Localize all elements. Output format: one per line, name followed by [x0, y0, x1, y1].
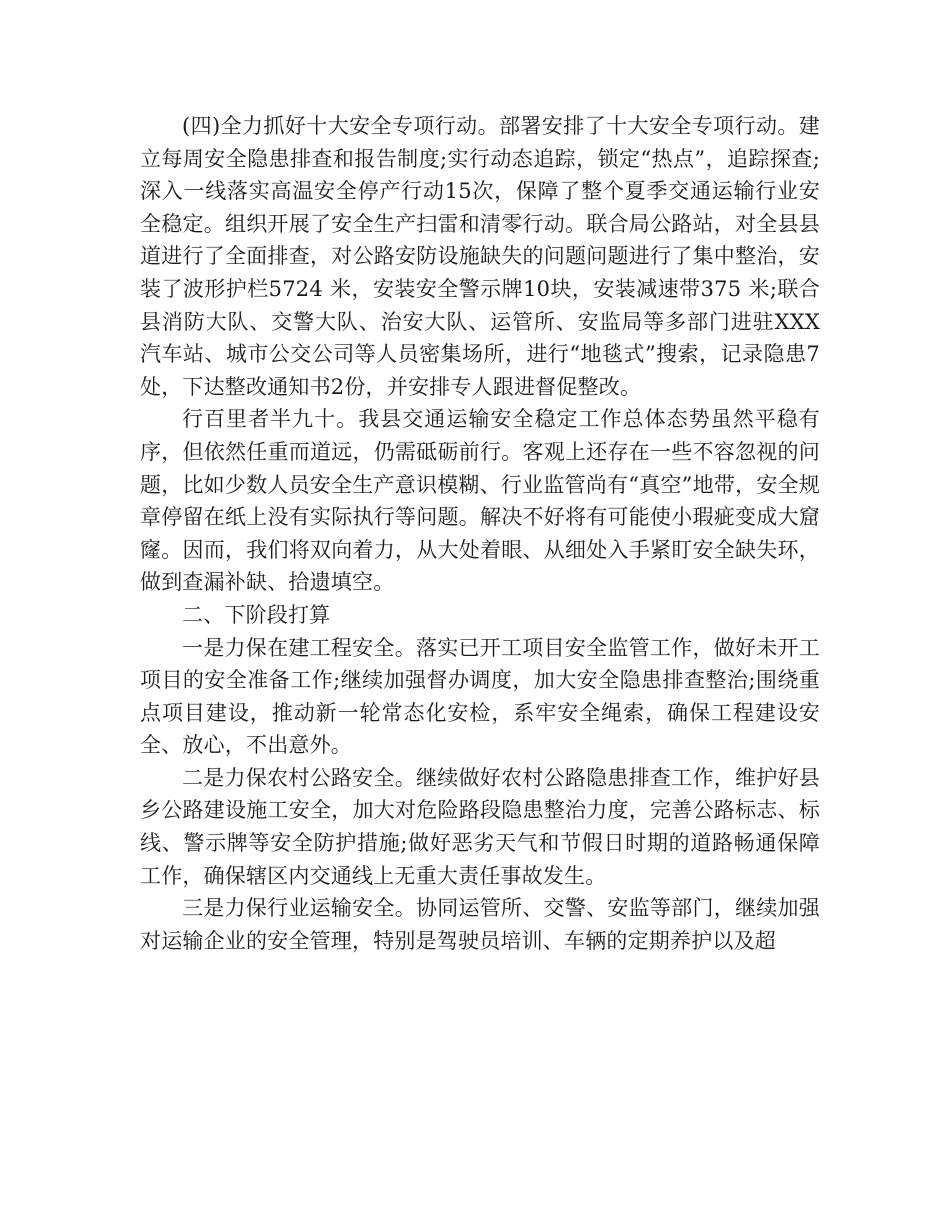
- paragraph-rural-road-safety: 二是力保农村公路安全。继续做好农村公路隐患排查工作，维护好县乡公路建设施工安全，加大对危险路段隐患整治力度，完善公路标志、标线、警示牌等安全防护措施;做好恶劣天气和节假日时期的道路畅通保障工作，确保辖区内交通线上无重大责任事故发生。: [140, 765, 820, 888]
- section-heading-next-plan: 二、下阶段打算: [182, 602, 331, 627]
- document-body: [140, 110, 820, 957]
- paragraph-construction-safety: 一是力保在建工程安全。落实已开工项目安全监管工作，做好未开工项目的安全准备工作;继续加强督办调度，加大安全隐患排查整治;围绕重点项目建设，推动新一轮常态化安检，系牢安全绳索，确保工程建设安全、放心，不出意外。: [140, 635, 820, 758]
- paragraph-problems: 行百里者半九十。我县交通运输安全稳定工作总体态势虽然平稳有序，但依然任重而道远，仍需砥砺前行。客观上还存在一些不容忽视的问题，比如少数人员安全生产意识模糊、行业监管尚有“真空”地带，安全规章停留在纸上没有实际执行等问题。解决不好将有可能使小瑕疵变成大窟窿。因而，我们将双向着力，从大处着眼、从细处入手紧盯安全缺失环，做到查漏补缺、拾遗填空。: [140, 407, 820, 595]
- paragraph-transport-safety: 三是力保行业运输安全。协同运管所、交警、安监等部门，继续加强对运输企业的安全管理，特别是驾驶员培训、车辆的定期养护以及超: [140, 896, 820, 953]
- paragraph-special-actions: (四)全力抓好十大安全专项行动。部署安排了十大安全专项行动。建立每周安全隐患排查和报告制度;实行动态追踪，锁定“热点”，追踪探查;深入一线落实高温安全停产行动15次，保障了整个夏季交通运输行业安全稳定。组织开展了安全生产扫雷和清零行动。联合局公路站，对全县县道进行了全面排查，对公路安防设施缺失的问题问题进行了集中整治，安装了波形护栏5724 米，安装安全警示牌10块，安装减速带375 米;联合县消防大队、交警大队、治安大队、运管所、安监局等多部门进驻XXX汽车站、城市公交公司等人员密集场所，进行“地毯式”搜索，记录隐患7处，下达整改通知书2份，并安排专人跟进督促整改。: [140, 114, 820, 399]
